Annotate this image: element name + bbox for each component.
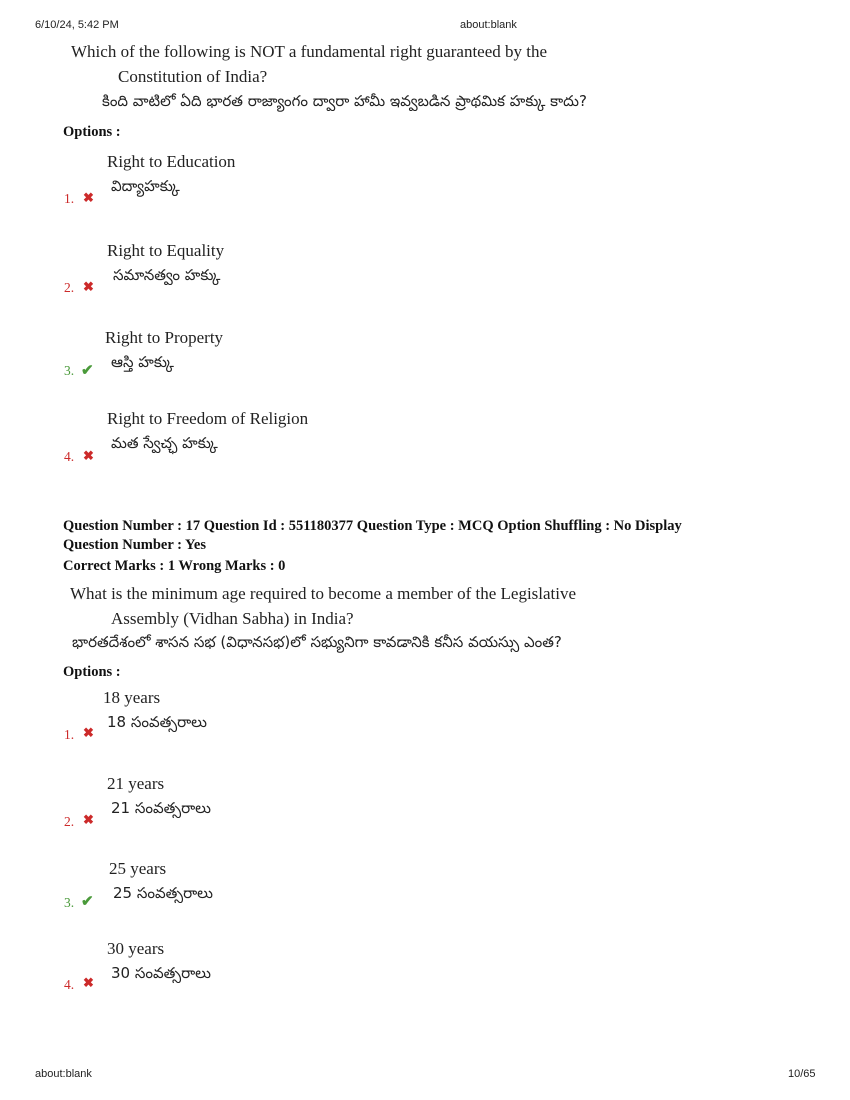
q1-option4-number: 4. [64,449,75,464]
print-page-number: 10/65 [788,1068,816,1080]
q1-question-te: కింది వాటిలో ఏది భారత రాజ్యాంగం ద్వారా హామీ ఇవ్వబడిన ప్రాథమిక హక్కు కాదు? [102,92,587,110]
cross-icon: ✖ [83,975,94,990]
q1-question-en-line2: Constitution of India? [118,67,268,86]
q1-option2-number: 2. [64,280,75,295]
q2-meta-line2: Question Number : Yes [63,537,206,553]
print-datetime: 6/10/24, 5:42 PM [35,19,119,31]
q2-question-en-line1: What is the minimum age required to become a member of the Legislative [70,584,577,603]
q1-option3-te: ఆస్తి హక్కు [111,353,174,371]
check-icon: ✔ [81,363,94,379]
cross-icon: ✖ [83,448,94,463]
q2-option1-te: 18 సంవత్సరాలు [107,713,207,731]
q2-option1-en: 18 years [103,688,161,707]
q2-option4-en: 30 years [107,939,165,958]
check-icon: ✔ [81,894,94,910]
q1-option4-en: Right to Freedom of Religion [107,409,309,428]
q2-option4-te: 30 సంవత్సరాలు [111,964,211,982]
q2-question-te: భారతదేశంలో శాసన సభ (విధానసభ)లో సభ్యునిగా కావడానికి కనీస వయస్సు ఎంత? [72,633,562,651]
q1-option2-te: సమానత్వం హక్కు [113,266,221,284]
print-page-title: about:blank [460,19,517,31]
cross-icon: ✖ [83,812,94,827]
q1-option1-number: 1. [64,191,75,206]
q1-option3-number: 3. [64,363,75,378]
q1-option3-en: Right to Property [105,328,224,347]
cross-icon: ✖ [83,190,94,205]
q2-option2-number: 2. [64,814,75,829]
q2-option4-number: 4. [64,977,75,992]
cross-icon: ✖ [83,279,94,294]
q1-options-label: Options : [63,124,121,140]
q1-question-en-line1: Which of the following is NOT a fundamental right guaranteed by the [71,42,548,61]
q2-meta-line1: Question Number : 17 Question Id : 551180377 Question Type : MCQ Option Shuffling : No Display [63,518,682,534]
q2-question-en-line2: Assembly (Vidhan Sabha) in India? [111,609,354,628]
q1-option4-te: మత స్వేచ్ఛ హక్కు [111,434,218,452]
q1-option2-en: Right to Equality [107,241,225,260]
q1-option1-te: విద్యాహక్కు [111,177,180,195]
q2-options-label: Options : [63,664,121,680]
q1-option1-en: Right to Education [107,152,236,171]
print-footer-url: about:blank [35,1068,92,1080]
q2-option2-en: 21 years [107,774,165,793]
q2-option1-number: 1. [64,727,75,742]
q2-option2-te: 21 సంవత్సరాలు [111,799,211,817]
cross-icon: ✖ [83,725,94,740]
q2-option3-number: 3. [64,895,75,910]
q2-option3-en: 25 years [109,859,167,878]
q2-option3-te: 25 సంవత్సరాలు [113,884,213,902]
q2-marks: Correct Marks : 1 Wrong Marks : 0 [63,558,286,574]
